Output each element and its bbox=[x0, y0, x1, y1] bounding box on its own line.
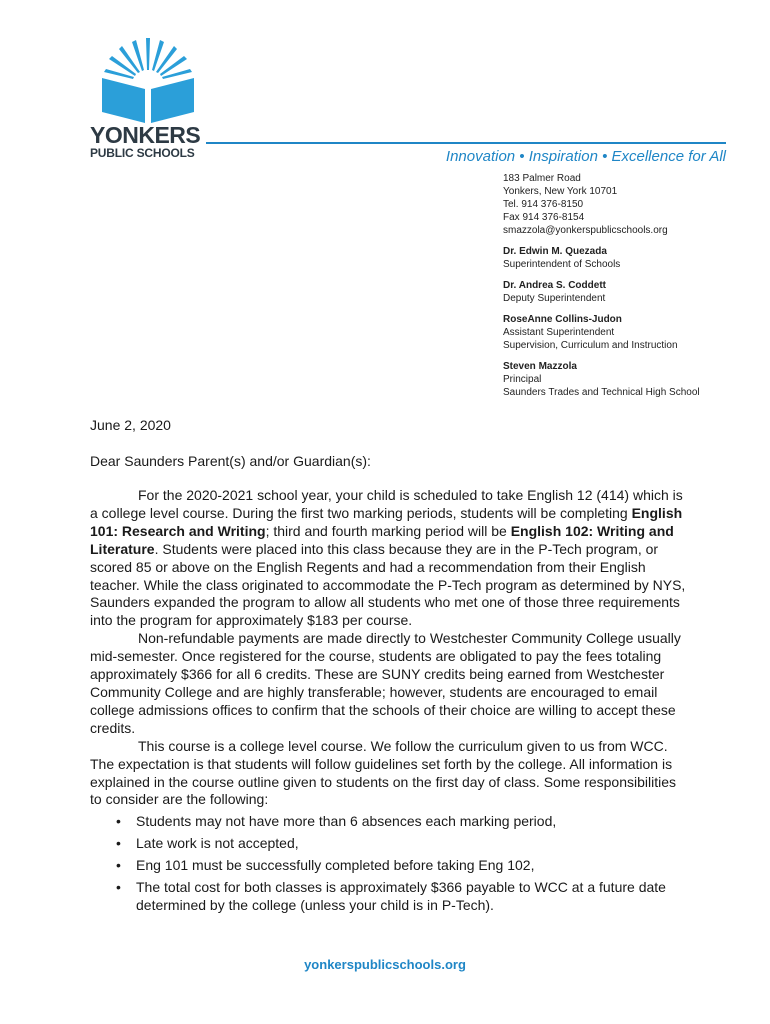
staff-entry-superintendent bbox=[503, 245, 753, 271]
list-item bbox=[90, 857, 686, 875]
responsibilities-list bbox=[90, 813, 686, 915]
book-sunburst-logo-icon bbox=[88, 32, 208, 124]
address-line-2: Yonkers, New York 10701 bbox=[503, 186, 618, 197]
contact-block bbox=[503, 172, 753, 399]
list-item bbox=[90, 879, 686, 915]
staff-entry-deputy bbox=[503, 279, 753, 305]
staff-title: Superintendent of Schools bbox=[503, 259, 621, 270]
staff-name: Dr. Edwin M. Quezada bbox=[503, 246, 607, 257]
fax: Fax 914 376-8154 bbox=[503, 212, 585, 223]
paragraph-payments: Non-refundable payments are made directly to Westchester Community College usually mid-semester. Once registered for the course, students are obligated to pay the fees totaling approximately $366 for all 6 credits. These are SUNY credits being earned from Westchester Community College and are highly transferable; however, students are encouraged to email college admissions offices to confirm that the schools of their choice are willing to accept these credits. bbox=[90, 630, 681, 736]
tagline: Innovation • Inspiration • Excellence for All bbox=[445, 148, 726, 165]
staff-name: RoseAnne Collins-Judon bbox=[503, 314, 622, 325]
list-item-text: Students may not have more than 6 absences each marking period, bbox=[136, 813, 557, 830]
letter-body bbox=[90, 487, 686, 915]
list-item-text: Late work is not accepted, bbox=[136, 835, 299, 852]
email-link[interactable]: smazzola@yonkerspublicschools.org bbox=[503, 225, 668, 236]
text-run: . Students were placed into this class because they are in the P-Tech program, or scored 85 or above on the English Regents and had a recommendation from their English teacher. While the class originated to accommodate the P-Tech program as determined by NYS, Saunders expanded the program to allow all students who met one of those three requirements into the program for approximately $183 per course. bbox=[90, 540, 686, 629]
staff-title: Assistant Superintendent bbox=[503, 327, 615, 338]
bullet-icon: • bbox=[116, 813, 121, 830]
letter-greeting: Dear Saunders Parent(s) and/or Guardian(s): bbox=[90, 453, 371, 469]
paragraph-course-info bbox=[90, 487, 686, 630]
brand-subtitle: PUBLIC SCHOOLS bbox=[90, 146, 195, 160]
bullet-icon: • bbox=[116, 879, 121, 896]
staff-name: Steven Mazzola bbox=[503, 361, 577, 372]
staff-title: Supervision, Curriculum and Instruction bbox=[503, 340, 678, 351]
staff-entry-principal bbox=[503, 360, 753, 399]
staff-title: Principal bbox=[503, 374, 542, 385]
district-logo bbox=[88, 32, 208, 124]
list-item bbox=[90, 835, 686, 853]
text-run: For the 2020-2021 school year, your child is scheduled to take English 12 (414) which is a college level course. During the first two marking periods, students will be completing bbox=[90, 487, 683, 521]
staff-title: Saunders Trades and Technical High School bbox=[503, 387, 700, 398]
list-item-text: Eng 101 must be successfully completed before taking Eng 102, bbox=[136, 857, 535, 874]
letter-date: June 2, 2020 bbox=[90, 417, 171, 433]
list-item-text: The total cost for both classes is approximately $366 payable to WCC at a future date determined by the college (unless your child is in P-Tech). bbox=[136, 879, 666, 913]
staff-title: Deputy Superintendent bbox=[503, 293, 606, 304]
footer-website-link[interactable]: yonkerspublicschools.org bbox=[304, 957, 466, 972]
course-name-101: English 101: Research and Writing bbox=[90, 504, 683, 539]
text-run: ; third and fourth marking period will be bbox=[265, 522, 511, 539]
list-item bbox=[90, 813, 686, 831]
bullet-icon: • bbox=[116, 857, 121, 874]
course-name-102: English 102: Writing and Literature bbox=[90, 522, 674, 557]
paragraph-responsibilities: This course is a college level course. We follow the curriculum given to us from WCC. The expectation is that students will follow guidelines set forth by the college. All information is explained in the course outline given to students on the first day of class. Some responsibilities to consider are the following: bbox=[90, 737, 676, 808]
bullet-icon: • bbox=[116, 835, 121, 852]
staff-entry-assistant bbox=[503, 313, 753, 352]
address-line-1: 183 Palmer Road bbox=[503, 173, 581, 184]
staff-name: Dr. Andrea S. Coddett bbox=[503, 280, 606, 291]
telephone: Tel. 914 376-8150 bbox=[503, 199, 584, 210]
header-rule bbox=[206, 142, 726, 144]
brand-name: YONKERS bbox=[90, 122, 201, 148]
